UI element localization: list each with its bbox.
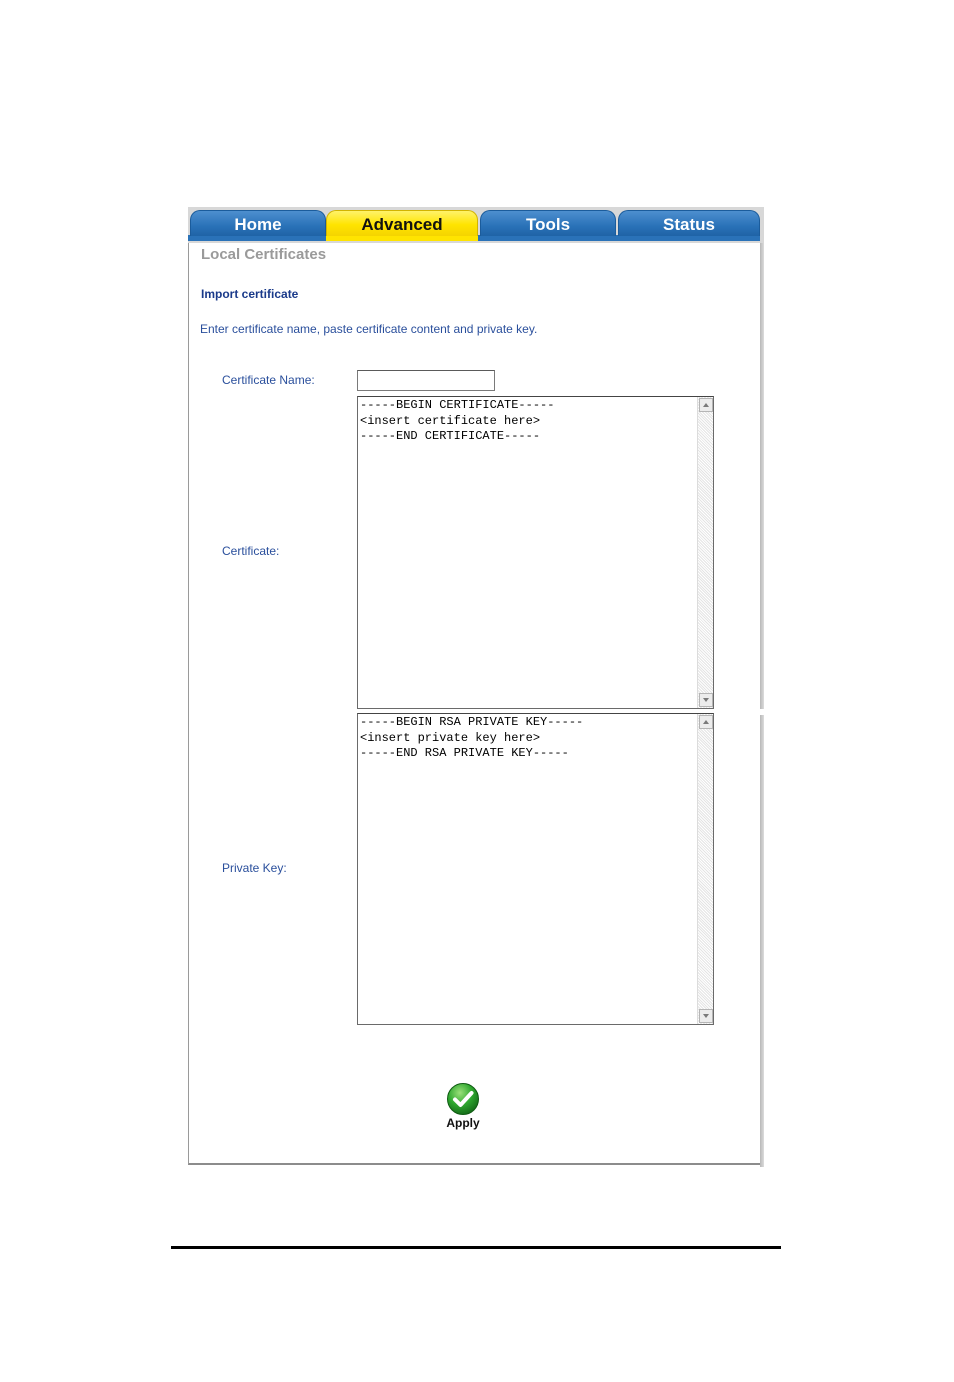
section-title: Local Certificates (201, 246, 327, 263)
arrow-down-icon (703, 698, 709, 702)
footer-divider (171, 1246, 781, 1249)
arrow-up-icon (703, 403, 709, 407)
private-key-scrollbar[interactable] (697, 714, 713, 1024)
instructions-text: Enter certificate name, paste certificate content and private key. (200, 322, 538, 336)
certificate-textarea[interactable] (357, 396, 714, 709)
import-certificate-heading: Import certificate (201, 287, 299, 301)
panel-shadow (760, 207, 764, 1167)
scroll-up-button[interactable] (699, 715, 713, 729)
apply-label: Apply (446, 1116, 480, 1130)
certificate-label: Certificate: (222, 544, 280, 558)
certificate-name-input[interactable] (357, 370, 495, 391)
scroll-up-button[interactable] (699, 398, 713, 412)
panel-shadow-gap (758, 709, 766, 715)
tab-home[interactable]: Home (190, 210, 326, 236)
certificate-name-label: Certificate Name: (222, 373, 315, 387)
private-key-textarea[interactable] (357, 713, 714, 1025)
apply-button[interactable] (440, 1082, 486, 1130)
certificate-text: -----BEGIN CERTIFICATE----- <insert certificate here> -----END CERTIFICATE----- (360, 398, 555, 443)
arrow-down-icon (703, 1014, 709, 1018)
scroll-down-button[interactable] (699, 1009, 713, 1023)
scroll-down-button[interactable] (699, 693, 713, 707)
private-key-label: Private Key: (222, 861, 287, 875)
certificate-scrollbar[interactable] (697, 397, 713, 708)
top-navigation (188, 207, 764, 243)
green-checkmark-icon (446, 1082, 480, 1116)
tab-tools[interactable]: Tools (480, 210, 616, 236)
tab-advanced[interactable]: Advanced (326, 210, 478, 236)
arrow-up-icon (703, 720, 709, 724)
private-key-text: -----BEGIN RSA PRIVATE KEY----- <insert private key here> -----END RSA PRIVATE KEY----- (360, 715, 584, 760)
tab-status[interactable]: Status (618, 210, 760, 236)
